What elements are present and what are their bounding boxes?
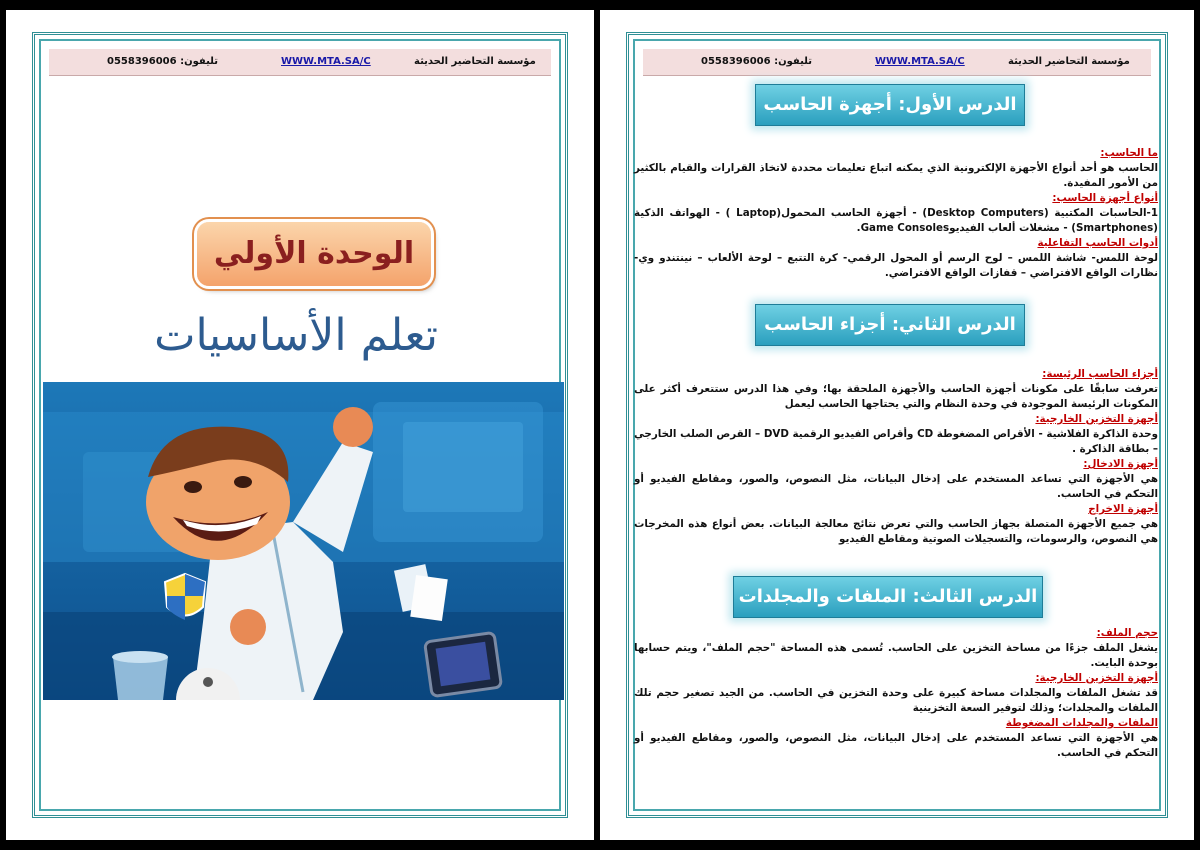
right-page <box>600 10 1194 840</box>
lesson-2-paragraph-1: تعرفت سابقًا على مكونات أجهزة الحاسب والأجهزة الملحقة بها؛ وفي هذا الدرس ستتعرف أكثر على المكونات الرئيسة الموجودة في وحدة النظام والتي يحتاجها الحاسب ليعمل <box>634 383 1158 410</box>
lesson-3-paragraph-1: يشغل الملف جزءًا من مساحة التخزين على الحاسب. تُسمى هذه المساحة "حجم الملف"، ويتم حسابها بوحدة البايت. <box>634 642 1158 669</box>
cover-title: تعلم الأساسيات <box>154 310 438 361</box>
lesson-1-paragraph-2: 1-الحاسبات المكتبية (Desktop Computers) - أجهزة الحاسب المحمول(Laptop ) - الهواتف الذكية (Smartphones) - مشغلات ألعاب الفيديوGame Consoles. <box>634 207 1158 234</box>
lesson-2-paragraph-3: هي الأجهزة التي تساعد المستخدم على إدخال البيانات، مثل النصوص، والصور، ومقاطع الفيديو أو التحكم في الحاسب. <box>634 473 1158 500</box>
lesson-3-title: الدرس الثالث: الملفات والمجلدات <box>733 576 1043 618</box>
lesson-1-heading-1: ما الحاسب: <box>1100 147 1158 159</box>
tablet-icon <box>425 632 502 696</box>
lesson-2-title: الدرس الثاني: أجزاء الحاسب <box>755 304 1025 346</box>
header-url-link[interactable]: WWW.MTA.SA/C <box>281 56 371 67</box>
lesson-3-paragraph-2: قد تشغل الملفات والمجلدات مساحة كبيرة على وحدة التخزين في الحاسب. من الجيد تصغير حجم تلك الملفات والمجلدات؛ وذلك لتوفير السعة التخزينية <box>634 687 1158 714</box>
lesson-2-paragraph-4: هي جميع الأجهزة المتصلة بجهاز الحاسب والتي تعرض نتائج معالجة البيانات. بعض أنواع هذه المخرجات هي النصوص، والرسومات، والتسجيلات الصوتية ومقاطع الفيديو <box>634 518 1158 545</box>
lesson-1-heading-2: أنواع أجهزة الحاسب: <box>1052 192 1158 204</box>
header-organization: مؤسسة التحاضير الحديثة <box>414 56 536 67</box>
lesson-2-content <box>634 367 1158 547</box>
lesson-1-paragraph-1: الحاسب هو أحد أنواع الأجهزة الإلكترونية الذي يمكنه اتباع تعليمات محددة لاتخاذ القرارات والقيام بالكثير من الأمور المفيدة. <box>634 162 1158 189</box>
unit-badge: الوحدة الأولي <box>197 222 431 286</box>
lesson-2-heading-2: أجهزة التخزين الخارجية: <box>1035 413 1158 425</box>
lesson-2-heading-4: أجهزة الاخراج <box>1088 503 1158 515</box>
left-page <box>6 10 594 840</box>
recycle-bin-icon <box>112 651 168 700</box>
page-header <box>643 49 1151 76</box>
lesson-1-paragraph-3: لوحة اللمس- شاشة اللمس – لوح الرسم أو المحول الرقمي- كرة التتبع – لوحة الألعاب – نينتندو وي- نظارات الواقع الافتراضي – قفازات الواقع الافتراضي. <box>634 252 1158 279</box>
lesson-3-heading-3: الملفات والمجلدات المضغوطة <box>1005 717 1158 729</box>
cover-illustration <box>43 382 564 700</box>
lesson-2-paragraph-2: وحدة الذاكرة الفلاشية - الأقراص المضغوطة CD وأقراص الفيديو الرقمية DVD – القرص الصلب الخارجي – بطاقة الذاكرة . <box>634 428 1158 455</box>
lesson-1-title: الدرس الأول: أجهزة الحاسب <box>755 84 1025 126</box>
lesson-3-content <box>634 626 1158 761</box>
lesson-3-heading-2: أجهزة التخزين الخارجية: <box>1035 672 1158 684</box>
lesson-3-paragraph-3: هي الأجهزة التي تساعد المستخدم على إدخال البيانات، مثل النصوص، والصور، ومقاطع الفيديو أو التحكم في الحاسب. <box>634 732 1158 759</box>
header-phone: تليفون: 0558396006 <box>701 56 812 67</box>
header-phone: تليفون: 0558396006 <box>107 56 218 67</box>
header-organization: مؤسسة التحاضير الحديثة <box>1008 56 1130 67</box>
lesson-3-heading-1: حجم الملف: <box>1096 627 1158 639</box>
header-url-link[interactable]: WWW.MTA.SA/C <box>875 56 965 67</box>
lesson-2-heading-1: أجزاء الحاسب الرئيسة: <box>1042 368 1158 380</box>
page-header <box>49 49 551 76</box>
lesson-2-heading-3: أجهزة الادخال: <box>1083 458 1158 470</box>
lesson-1-heading-3: أدوات الحاسب التفاعلية <box>1037 237 1158 249</box>
lesson-1-content <box>634 146 1158 281</box>
cartoon-boy-illustration <box>43 382 564 700</box>
